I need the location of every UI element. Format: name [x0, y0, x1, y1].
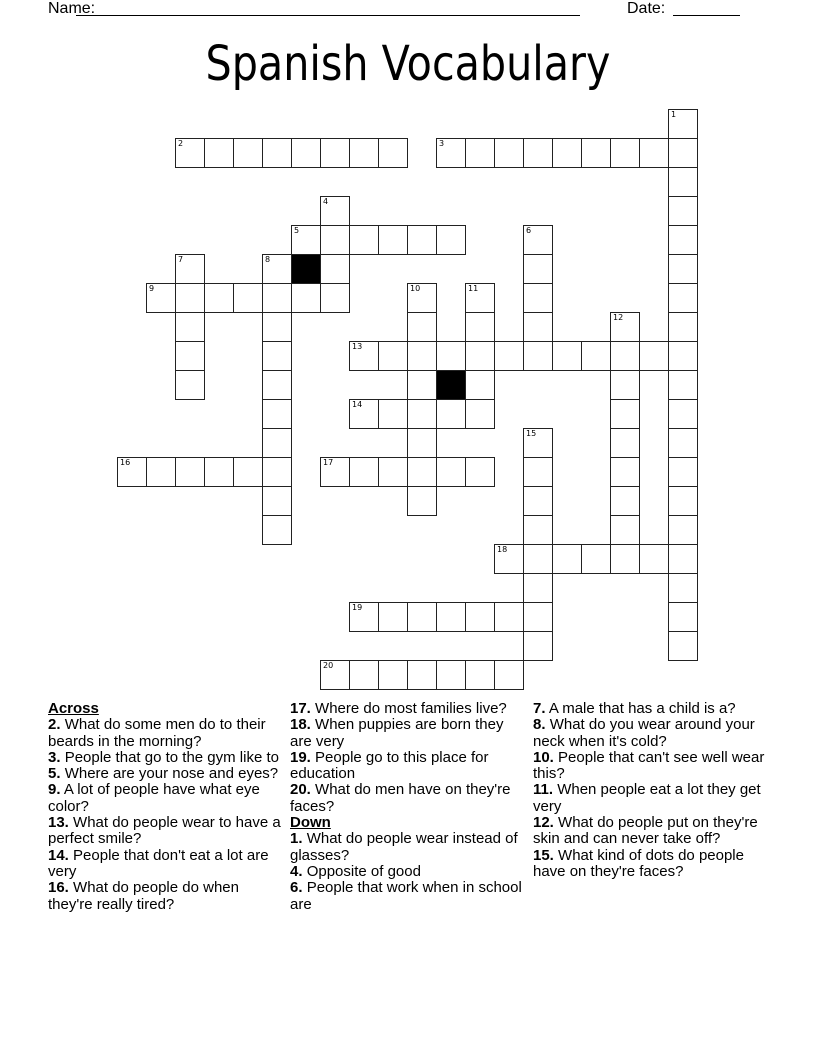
clue-number: 1. — [290, 830, 303, 848]
black-cell — [291, 254, 321, 284]
clue-number: 10. — [533, 748, 554, 766]
grid-cell[interactable] — [436, 457, 466, 487]
grid-cell[interactable] — [146, 457, 176, 487]
clue-number: 2. — [48, 716, 61, 734]
clue-number: 3. — [48, 748, 61, 766]
grid-cell[interactable] — [465, 283, 495, 313]
grid-cell[interactable] — [465, 602, 495, 632]
grid-cell[interactable] — [407, 428, 437, 458]
across-clue — [48, 750, 286, 766]
grid-cell[interactable] — [436, 602, 466, 632]
across-clue — [48, 766, 286, 782]
clue-number: 12. — [533, 814, 554, 832]
grid-cell[interactable] — [668, 544, 698, 574]
grid-cell[interactable] — [175, 312, 205, 342]
grid-cell[interactable] — [320, 138, 350, 168]
grid-cell[interactable] — [117, 457, 147, 487]
clue-text: Opposite of good — [306, 862, 421, 880]
grid-cell[interactable] — [407, 312, 437, 342]
grid-cell[interactable] — [581, 341, 611, 371]
grid-cell[interactable] — [175, 283, 205, 313]
grid-cell[interactable] — [610, 370, 640, 400]
clue-number: 14 — [352, 400, 363, 409]
grid-cell[interactable] — [262, 138, 292, 168]
clue-text: What do people put on they're skin and can never take off? — [533, 814, 758, 848]
grid-cell[interactable] — [349, 399, 379, 429]
clue-text: People that go to the gym like to — [64, 748, 279, 766]
grid-cell[interactable] — [523, 515, 553, 545]
grid-cell[interactable] — [610, 341, 640, 371]
grid-cell[interactable] — [407, 370, 437, 400]
down-clue — [533, 701, 771, 717]
grid-cell[interactable] — [523, 138, 553, 168]
grid-cell[interactable] — [320, 457, 350, 487]
grid-cell[interactable] — [378, 399, 408, 429]
grid-cell[interactable] — [523, 602, 553, 632]
grid-cell[interactable] — [523, 283, 553, 313]
grid-cell[interactable] — [349, 138, 379, 168]
grid-cell[interactable] — [291, 283, 321, 313]
grid-cell[interactable] — [407, 283, 437, 313]
grid-cell[interactable] — [668, 225, 698, 255]
grid-cell[interactable] — [233, 457, 263, 487]
clue-number: 7 — [178, 255, 184, 264]
grid-cell[interactable] — [610, 312, 640, 342]
grid-cell[interactable] — [523, 428, 553, 458]
grid-cell[interactable] — [204, 457, 234, 487]
clue-number: 17. — [290, 700, 311, 717]
grid-cell[interactable] — [262, 486, 292, 516]
down-clue — [533, 750, 771, 783]
clue-number: 13 — [352, 342, 363, 351]
clue-text: What do you wear around your neck when it's cold? — [533, 716, 755, 750]
clue-text: Where do most families live? — [315, 700, 507, 717]
grid-cell[interactable] — [378, 457, 408, 487]
clues-column-3 — [533, 701, 771, 880]
grid-cell[interactable] — [436, 138, 466, 168]
grid-cell[interactable] — [465, 341, 495, 371]
grid-cell[interactable] — [494, 341, 524, 371]
grid-cell[interactable] — [523, 544, 553, 574]
grid-cell[interactable] — [668, 312, 698, 342]
grid-cell[interactable] — [523, 631, 553, 661]
clue-number: 19 — [352, 603, 363, 612]
grid-cell[interactable] — [668, 370, 698, 400]
grid-cell[interactable] — [465, 457, 495, 487]
grid-cell[interactable] — [668, 399, 698, 429]
clue-number: 9. — [48, 781, 61, 799]
grid-cell[interactable] — [320, 225, 350, 255]
grid-cell[interactable] — [494, 602, 524, 632]
grid-cell[interactable] — [523, 341, 553, 371]
grid-cell[interactable] — [262, 515, 292, 545]
grid-cell[interactable] — [668, 573, 698, 603]
grid-cell[interactable] — [668, 486, 698, 516]
grid-cell[interactable] — [610, 428, 640, 458]
clue-text: When puppies are born they are very — [290, 716, 504, 750]
grid-cell[interactable] — [204, 283, 234, 313]
across-clue — [48, 848, 286, 881]
down-clue — [290, 880, 528, 913]
clue-number: 18. — [290, 716, 311, 734]
grid-cell[interactable] — [436, 399, 466, 429]
clue-text: People that don't eat a lot are very — [48, 846, 269, 880]
grid-cell[interactable] — [610, 515, 640, 545]
down-clue — [290, 864, 528, 880]
across-clue — [48, 815, 286, 848]
grid-cell[interactable] — [465, 660, 495, 690]
clue-number: 20 — [323, 661, 334, 670]
down-clue — [533, 717, 771, 750]
grid-cell[interactable] — [407, 225, 437, 255]
grid-cell[interactable] — [146, 283, 176, 313]
grid-cell[interactable] — [610, 486, 640, 516]
across-clue — [290, 782, 528, 815]
grid-cell[interactable] — [262, 370, 292, 400]
clue-text: When people eat a lot they get very — [533, 781, 761, 815]
grid-cell[interactable] — [465, 399, 495, 429]
down-clue — [533, 782, 771, 815]
clue-number: 5 — [294, 226, 300, 235]
clue-number: 18 — [497, 545, 508, 554]
grid-cell[interactable] — [407, 602, 437, 632]
clue-number: 6. — [290, 879, 303, 897]
grid-cell[interactable] — [610, 457, 640, 487]
grid-cell[interactable] — [175, 254, 205, 284]
grid-cell[interactable] — [668, 283, 698, 313]
across-heading: Across — [48, 700, 99, 717]
grid-cell[interactable] — [668, 631, 698, 661]
across-clue — [48, 880, 286, 913]
grid-cell[interactable] — [204, 138, 234, 168]
grid-cell[interactable] — [175, 341, 205, 371]
page-title: Spanish Vocabulary — [205, 36, 611, 92]
grid-cell[interactable] — [668, 428, 698, 458]
down-clue — [290, 831, 528, 864]
grid-cell[interactable] — [262, 457, 292, 487]
clue-number: 10 — [410, 284, 421, 293]
across-clue — [290, 701, 528, 717]
grid-cell[interactable] — [175, 370, 205, 400]
date-field-line[interactable] — [673, 15, 740, 16]
crossword-grid — [118, 110, 708, 700]
grid-cell[interactable] — [668, 196, 698, 226]
clue-text: What do some men do to their beards in the morning? — [48, 716, 266, 750]
across-clue — [48, 782, 286, 815]
clue-number: 4. — [290, 862, 303, 880]
clue-number: 4 — [323, 197, 329, 206]
clues-column-1 — [48, 701, 286, 913]
grid-cell[interactable] — [320, 660, 350, 690]
grid-cell[interactable] — [320, 254, 350, 284]
grid-cell[interactable] — [523, 457, 553, 487]
grid-cell[interactable] — [668, 341, 698, 371]
grid-cell[interactable] — [233, 138, 263, 168]
grid-cell[interactable] — [349, 225, 379, 255]
clue-number: 1 — [671, 110, 677, 119]
clue-number: 6 — [526, 226, 532, 235]
grid-cell[interactable] — [407, 660, 437, 690]
grid-cell[interactable] — [262, 428, 292, 458]
grid-cell[interactable] — [668, 457, 698, 487]
name-label: Name: — [48, 0, 96, 17]
grid-cell[interactable] — [320, 196, 350, 226]
grid-cell[interactable] — [378, 660, 408, 690]
clue-number: 17 — [323, 458, 334, 467]
clue-number: 7. — [533, 700, 546, 717]
grid-cell[interactable] — [291, 138, 321, 168]
clue-text: People go to this place for education — [290, 748, 489, 783]
clue-number: 16 — [120, 458, 131, 467]
grid-cell[interactable] — [523, 486, 553, 516]
grid-cell[interactable] — [407, 341, 437, 371]
date-label: Date: — [627, 0, 666, 17]
clues-column-2 — [290, 701, 528, 913]
clue-number: 20. — [290, 781, 311, 799]
grid-cell[interactable] — [668, 254, 698, 284]
grid-cell[interactable] — [610, 138, 640, 168]
grid-cell[interactable] — [552, 138, 582, 168]
grid-cell[interactable] — [465, 138, 495, 168]
grid-cell[interactable] — [436, 341, 466, 371]
clue-number: 11. — [533, 781, 554, 799]
grid-cell[interactable] — [494, 660, 524, 690]
grid-cell[interactable] — [262, 283, 292, 313]
grid-cell[interactable] — [349, 341, 379, 371]
grid-cell[interactable] — [349, 457, 379, 487]
clue-number: 15 — [526, 429, 537, 438]
grid-cell[interactable] — [233, 283, 263, 313]
clue-number: 9 — [149, 284, 155, 293]
grid-cell[interactable] — [581, 138, 611, 168]
clue-number: 15. — [533, 846, 554, 864]
grid-cell[interactable] — [436, 225, 466, 255]
clue-number: 13. — [48, 814, 69, 832]
grid-cell[interactable] — [465, 370, 495, 400]
name-field-line[interactable] — [76, 15, 580, 16]
clue-text: What do people wear instead of glasses? — [290, 830, 518, 864]
grid-cell[interactable] — [552, 544, 582, 574]
down-heading: Down — [290, 814, 331, 832]
clue-text: What do men have on they're faces? — [290, 781, 511, 815]
grid-cell[interactable] — [262, 254, 292, 284]
grid-cell[interactable] — [523, 312, 553, 342]
grid-cell[interactable] — [523, 254, 553, 284]
grid-cell[interactable] — [175, 138, 205, 168]
grid-cell[interactable] — [668, 109, 698, 139]
clue-number: 11 — [468, 284, 479, 293]
clue-text: People that can't see well wear this? — [533, 748, 765, 783]
grid-cell[interactable] — [494, 544, 524, 574]
grid-cell[interactable] — [668, 138, 698, 168]
down-clue — [533, 848, 771, 881]
grid-cell[interactable] — [610, 399, 640, 429]
clue-number: 8. — [533, 716, 546, 734]
across-clue — [290, 717, 528, 750]
clue-number: 19. — [290, 748, 311, 766]
grid-cell[interactable] — [349, 602, 379, 632]
clue-text: People that work when in school are — [290, 879, 522, 913]
grid-cell[interactable] — [378, 341, 408, 371]
grid-cell[interactable] — [378, 138, 408, 168]
black-cell — [436, 370, 466, 400]
grid-cell[interactable] — [407, 486, 437, 516]
grid-cell[interactable] — [262, 312, 292, 342]
grid-cell[interactable] — [523, 225, 553, 255]
down-clue — [533, 815, 771, 848]
grid-cell[interactable] — [639, 341, 669, 371]
grid-cell[interactable] — [262, 399, 292, 429]
grid-cell[interactable] — [465, 312, 495, 342]
grid-cell[interactable] — [378, 225, 408, 255]
grid-cell[interactable] — [436, 660, 466, 690]
clue-text: A male that has a child is a? — [548, 700, 736, 717]
grid-cell[interactable] — [407, 399, 437, 429]
grid-cell[interactable] — [175, 457, 205, 487]
grid-cell[interactable] — [668, 602, 698, 632]
grid-cell[interactable] — [291, 225, 321, 255]
grid-cell[interactable] — [494, 138, 524, 168]
clue-number: 3 — [439, 139, 445, 148]
clue-text: A lot of people have what eye color? — [48, 781, 260, 815]
across-clue — [290, 750, 528, 783]
clue-number: 16. — [48, 879, 69, 897]
clue-text: What do people do when they're really tired? — [48, 879, 239, 913]
clue-text: Where are your nose and eyes? — [64, 765, 279, 783]
grid-cell[interactable] — [610, 544, 640, 574]
clue-number: 5. — [48, 765, 61, 783]
grid-cell[interactable] — [407, 457, 437, 487]
grid-cell[interactable] — [378, 602, 408, 632]
clue-number: 12 — [613, 313, 624, 322]
clue-text: What kind of dots do people have on they're faces? — [533, 846, 744, 880]
clue-number: 14. — [48, 846, 69, 864]
grid-cell[interactable] — [523, 573, 553, 603]
clue-number: 2 — [178, 139, 184, 148]
grid-cell[interactable] — [320, 283, 350, 313]
grid-cell[interactable] — [349, 660, 379, 690]
grid-cell[interactable] — [639, 138, 669, 168]
grid-cell[interactable] — [262, 341, 292, 371]
grid-cell[interactable] — [668, 167, 698, 197]
grid-cell[interactable] — [639, 544, 669, 574]
grid-cell[interactable] — [581, 544, 611, 574]
clue-number: 8 — [265, 255, 271, 264]
grid-cell[interactable] — [552, 341, 582, 371]
clue-text: What do people wear to have a perfect smile? — [48, 814, 281, 848]
grid-cell[interactable] — [668, 515, 698, 545]
across-clue — [48, 717, 286, 750]
